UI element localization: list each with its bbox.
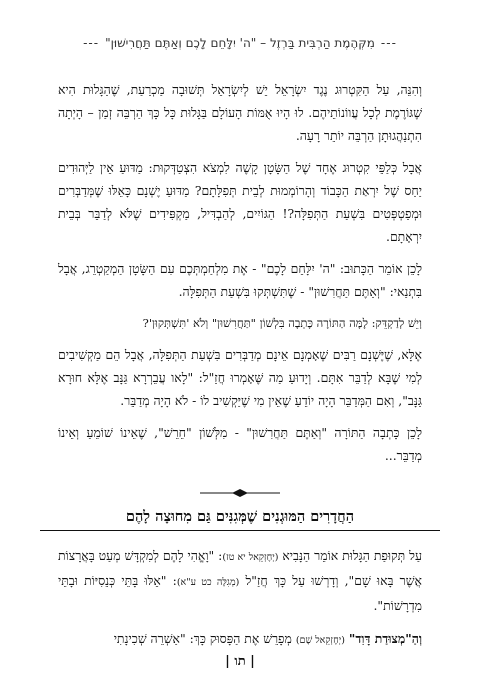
main-text (58, 78, 422, 476)
section-p1-text-a: עַל תְּקוּפַת הַגָּלוּת אוֹמֵר הַנָּבִיא (282, 548, 422, 563)
page-number: | תו | (225, 654, 255, 669)
header-dash-right: --- (380, 36, 397, 50)
ornament-divider (200, 488, 280, 498)
section-body (58, 544, 422, 662)
paragraph-6: לָכֵן כָּתְבָה הַתּוֹרָה "וְאַתֶּם תַּחֲרִשׁוּן" - מִלְּשׁוֹן "חֵרֵשׁ", שֶׁאֵינוֹ שׁוֹמֵעַ וְאֵינוֹ מְדַבֵּר... (58, 425, 422, 463)
citation-ezekiel: (יְחֶזְקֵאל יא טז) (222, 552, 279, 563)
paragraph-3: לָכֵן אוֹמֵר הַכָּתוּב: "ה' יִלָּחֵם לָכֶם" - אֶת מִלְחַמְתְּכֶם עִם הַשָּׂטָן הַמְקַטְרֵג, אֲבָל בִּתְנַאי: "וְאַתֶּם תַּחֲרִשׁוּן" - שֶׁתִּשְׁתְּקוּ בִּשְׁעַת הַתְּפִלָּה. (58, 261, 422, 299)
paragraph-5: אֶלָּא, שֶׁיֶּשְׁנָם רַבִּים שֶׁאָמְנָם אֵינָם מְדַבְּרִים בִּשְׁעַת הַתְּפִלָּה, אֲבָל הֵם מַקְשִׁיבִים לְמִי שֶׁבָּא לְדַבֵּר אִתָּם. וְיָדוּעַ מַה שֶּׁאָמְרוּ חֲזַ"ל: "לָאו עֲבֵרְרָא גַּנָּב אֶלָּא חוּרָא גַּנָּב", וְאִם הַמְּדַבֵּר הָיָה יוֹדֵעַ שֶׁאֵין מִי שֶׁיַּקְשִׁיב לוֹ - לֹא הָיָה מְדַבֵּר. (58, 347, 422, 408)
section-p2-text: מְפָרֵשׁ אֶת הַפָּסוּק כָּךְ: "אַשְׁרֵה שְׁכִינָתִי (113, 631, 296, 646)
section-p2-bold: וְהַ"מְצוּדַת דָּוִד" (348, 631, 422, 646)
section-paragraph-1 (58, 544, 422, 617)
section-paragraph-2 (58, 627, 422, 652)
paragraph-1: וְהִנֵּה, עַל הַקִּטְרוּג נֶגֶד יִשְׂרָאֵל יֵשׁ לְיִשְׂרָאֵל תְּשׁוּבָה מַכְרַעַת, שֶׁהַגָּלוּת הִיא שֶׁגּוֹרֶמֶת לְכָל עֲווֹנוֹתֵיהֶם. לוּ הָיוּ אֻמּוֹת הָעוֹלָם בַּגָּלוּת כָּל כָּךְ הַרְבֵּה זְמַן – הָיְתָה הִתְנַהֲגוּתָן הַרְבֵּה יוֹתֵר רָעָה. (58, 82, 422, 143)
paragraph-2: אֲבָל כְּלַפֵּי קִטְרוּג אֶחָד שֶׁל הַשָּׂטָן קָשֶׁה לִמְצֹא הִצְטַדְּקוּת: מַדּוּעַ אֵין לַיְּהוּדִים יַחַס שֶׁל יִרְאַת הַכָּבוֹד וְהָרוֹמְמוּת לְבֵית תְּפִלָּתָם? מַדּוּעַ יֶשְׁנָם כָּאֵלּוּ שֶׁמְּדַבְּרִים וּמְפַטְפְּטִים בִּשְׁעַת הַתְּפִלָּה?! הַגּוֹיִים, לְהַבְדִּיל, מַקְפִּידִים שֶׁלֹּא לְדַבֵּר בְּבֵית יִרְאָתָם. (58, 160, 422, 244)
citation-megillah: (מְגִלָּה כט ע"א) (176, 577, 240, 588)
citation-ezekiel-2: (יְחֶזְקֵאל שָׁם) (295, 635, 345, 646)
paragraph-4: וְיֵשׁ לְדַקְדֵּק: לָמָּה הַתּוֹרָה כָּתְבָה בִּלְשׁוֹן "תַּחֲרִשׁוּן" וְלֹא 'תִּשְׁתְּקוּן'? (142, 316, 422, 330)
section-p1-text-c: : "אֵלּוּ בָּתֵּי כְּנֵסִיּוֹת וּבָתֵּי מִדְרָשׁוֹת". (58, 573, 422, 613)
header-dash-left: --- (83, 36, 100, 50)
section-title: הַחֲדָרִים הַמּוּגְנִים שֶׁמְּגִנִּים גַּם מִחוּצָה לָהֶם (40, 508, 440, 531)
section-p1-text-b: : "וָאֱהִי לָהֶם לְמִקְדָּשׁ מְעַט בָּאֲרָצוֹת אֲשֶׁר בָּאוּ שָׁם", וְדָרְשׁוּ עַל כָּךְ חֲזַ"ל (58, 548, 422, 588)
header-title: מִקְּהֶמֶת הַרְבִּית בַּרְזֶל – "ה' יִלָּחֵם לָכֶם וְאַתֶּם תַּחֲרִישׁוּן" (105, 36, 375, 50)
running-header (40, 36, 440, 50)
